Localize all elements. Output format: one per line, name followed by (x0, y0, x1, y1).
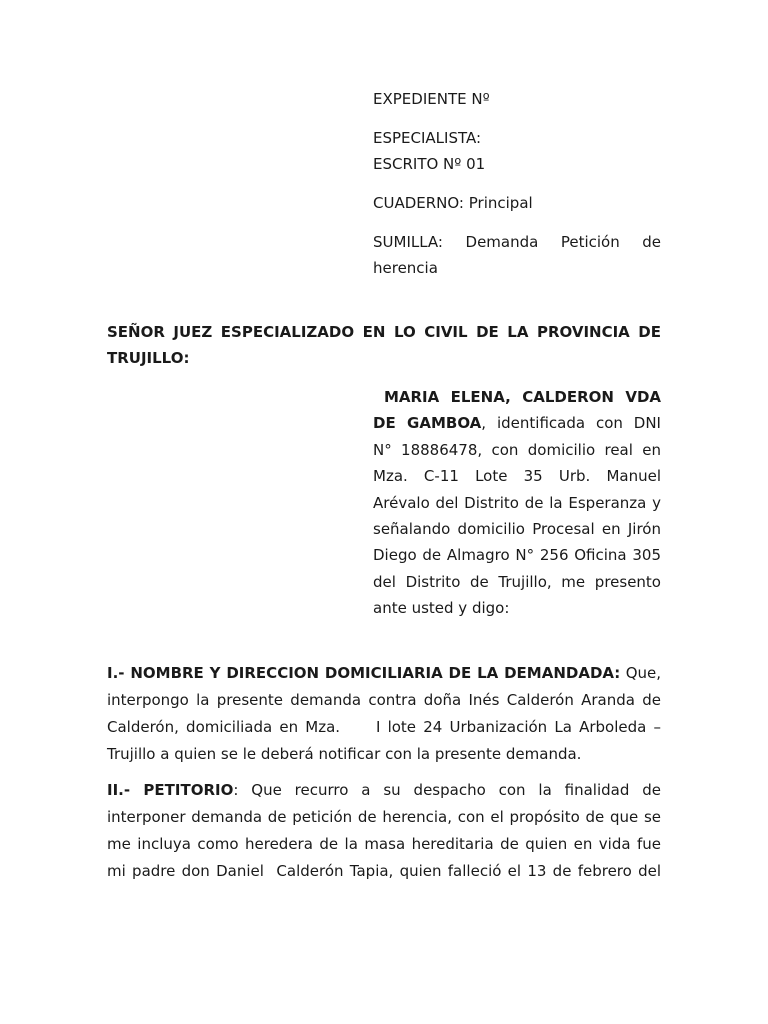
cuaderno-label: CUADERNO: (373, 194, 464, 212)
section-line: interponer demanda de petición de herencia, con el propósito de que se (107, 808, 661, 826)
case-header (373, 86, 661, 281)
plaintiff-line: N° 18886478, con domicilio real en (373, 440, 661, 459)
section-text: : Que recurro a su despacho con la finalidad de (233, 781, 661, 799)
section-heading: I.- NOMBRE Y DIRECCION DOMICILIARIA DE LA DEMANDADA: (107, 664, 621, 682)
sumilla-line (373, 229, 661, 255)
expediente-label: EXPEDIENTE Nº (373, 90, 490, 108)
section-line: mi padre don Daniel Calderón Tapia, quien falleció el 13 de febrero del (107, 862, 661, 880)
cuaderno-line (373, 190, 661, 216)
section-petitorio (107, 777, 661, 885)
section-line: me incluya como heredera de la masa hereditaria de quien en vida fue (107, 835, 661, 853)
section-line (107, 660, 661, 687)
section-heading: II.- PETITORIO (107, 781, 234, 799)
plaintiff-name: MARIA ELENA, CALDERON VDA (383, 388, 661, 406)
plaintiff-line: del Distrito de Trujillo, me presento (373, 572, 661, 591)
plaintiff-line: Diego de Almagro N° 256 Oficina 305 (373, 546, 661, 565)
plaintiff-name-line-2 (373, 410, 661, 436)
cuaderno-value: Principal (468, 194, 533, 212)
section-defendant (107, 660, 661, 768)
section-text: Que, (625, 664, 661, 682)
plaintiff-line: señalando domicilio Procesal en Jirón (373, 520, 661, 539)
plaintiff-line: ante usted y digo: (373, 599, 510, 618)
plaintiff-line: Mza. C-11 Lote 35 Urb. Manuel (373, 467, 661, 486)
section-line: interpongo la presente demanda contra doña Inés Calderón Aranda de (107, 691, 661, 709)
plaintiff-id-text: , identificada con DNI (481, 414, 661, 433)
section-line: Trujillo a quien se le deberá notificar con la presente demanda. (107, 745, 582, 763)
especialista-label: ESPECIALISTA: (373, 129, 482, 147)
judge-addressee (107, 319, 661, 371)
escrito-label: ESCRITO Nº 01 (373, 155, 486, 173)
sumilla-label: SUMILLA: (373, 233, 443, 251)
plaintiff-line: Arévalo del Distrito de la Esperanza y (373, 493, 661, 512)
plaintiff-block (373, 384, 661, 622)
addressee-line: SEÑOR JUEZ ESPECIALIZADO EN LO CIVIL DE LA PROVINCIA DE (107, 323, 661, 341)
addressee-line-2: TRUJILLO: (107, 349, 190, 367)
section-line (107, 777, 661, 804)
plaintiff-surname: DE GAMBOA (373, 414, 482, 433)
plaintiff-name-line (373, 384, 661, 410)
sumilla-text: Demanda Petición de (465, 233, 661, 251)
sumilla-text-continued: herencia (373, 259, 438, 277)
section-line: Calderón, domiciliada en Mza. I lote 24 Urbanización La Arboleda – (107, 718, 661, 736)
